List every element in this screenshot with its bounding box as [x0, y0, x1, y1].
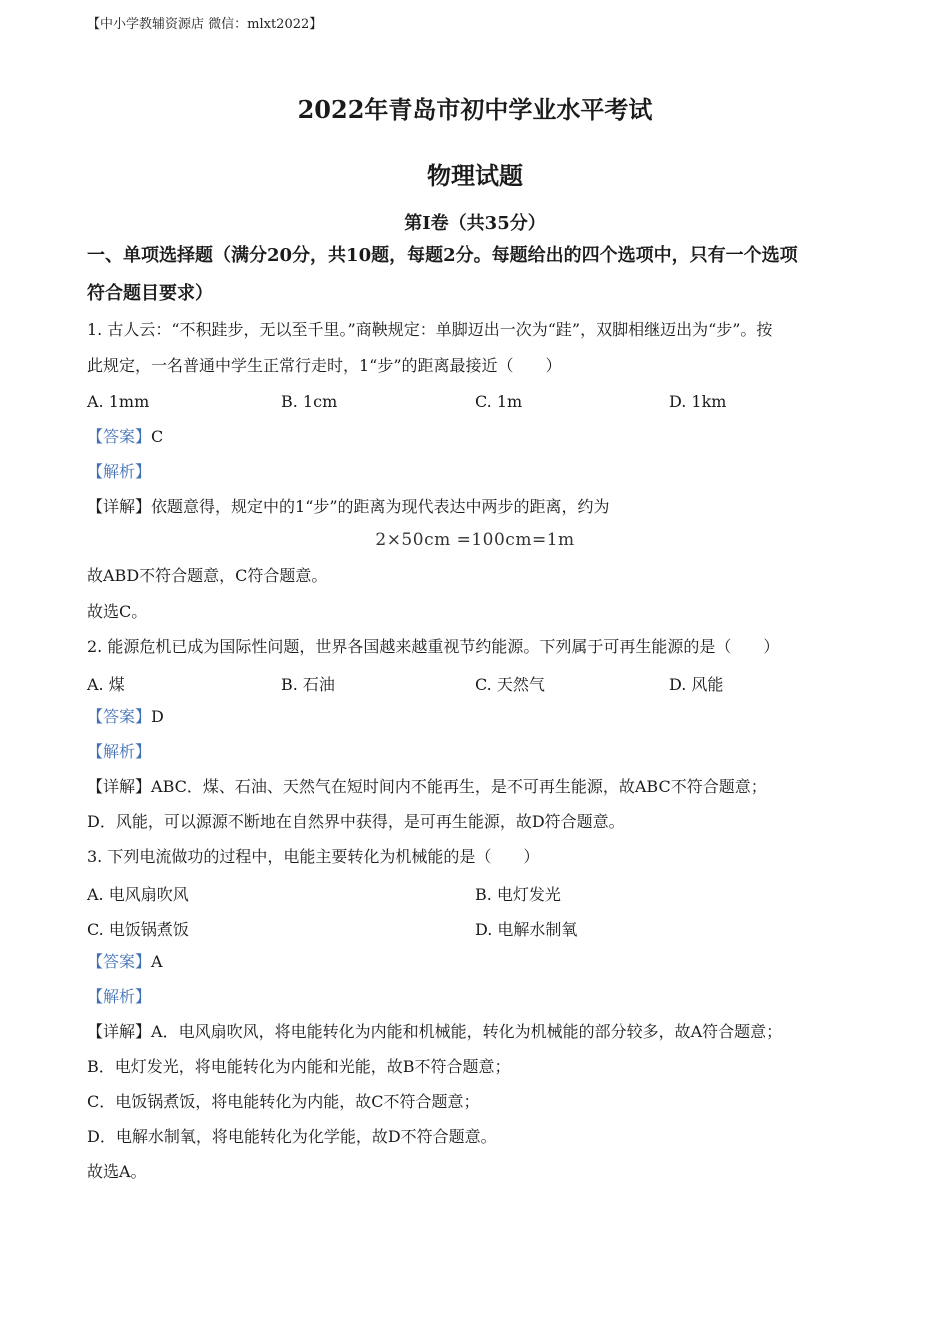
q1-conclusion: 故选C。 — [87, 602, 148, 621]
q3-stem: 3. 下列电流做功的过程中，电能主要转化为机械能的是（ ） — [87, 847, 540, 866]
q2-detail — [87, 777, 767, 797]
q3-detail — [87, 1022, 782, 1042]
q2-option-a: A. 煤 — [87, 675, 125, 694]
q1-option-b: B. 1cm — [281, 392, 338, 411]
paper-subtitle: 物理试题 — [427, 161, 523, 190]
q2-stem: 2. 能源危机已成为国际性问题，世界各国越来越重视节约能源。下列属于可再生能源的是（ ） — [87, 637, 780, 656]
detail-label: 【详解】 — [87, 777, 152, 796]
q1-answer-value: C — [151, 427, 164, 446]
q2-answer — [87, 707, 164, 727]
q3-analysis-label: 【解析】 — [87, 987, 152, 1006]
q1-detail — [87, 497, 610, 517]
detail-label: 【详解】 — [87, 497, 152, 516]
q1-detail-text: 依题意得，规定中的1“步”的距离为现代表达中两步的距离，约为 — [151, 497, 610, 516]
q3-detail-c: C．电饭锅煮饭，将电能转化为内能，故C不符合题意； — [87, 1092, 480, 1111]
q1-stem: 1. 古人云：“不积跬步，无以至千里。”商鞅规定：单脚迈出一次为“跬”，双脚相继迈出为“步”。按 — [87, 320, 773, 339]
q3-answer — [87, 952, 163, 972]
q1-note: 故ABD不符合题意，C符合题意。 — [87, 566, 328, 585]
q1-option-c: C. 1m — [475, 392, 523, 411]
q2-option-d: D. 风能 — [669, 675, 724, 694]
q3-answer-value: A — [151, 952, 163, 971]
q3-option-c: C. 电饭锅煮饭 — [87, 920, 189, 939]
exam-title: 2022年青岛市初中学业水平考试 — [297, 95, 653, 124]
q2-answer-value: D — [151, 707, 164, 726]
q1-formula: 2×50cm =100cm=1m — [375, 530, 575, 550]
q1-answer — [87, 427, 163, 447]
detail-label: 【详解】 — [87, 1022, 152, 1041]
answer-label: 【答案】 — [87, 707, 152, 726]
answer-label: 【答案】 — [87, 952, 152, 971]
volume-heading: 第Ⅰ卷（共35分） — [404, 213, 546, 234]
q1-analysis-label: 【解析】 — [87, 462, 152, 481]
q1-stem-cont: 此规定，一名普通中学生正常行走时，1“步”的距离最接近（ ） — [87, 356, 562, 375]
q3-detail-text: A．电风扇吹风，将电能转化为内能和机械能，转化为机械能的部分较多，故A符合题意； — [151, 1022, 783, 1041]
q3-option-b: B. 电灯发光 — [475, 885, 561, 904]
q1-option-a: A. 1mm — [87, 392, 150, 411]
q3-detail-b: B．电灯发光，将电能转化为内能和光能，故B不符合题意； — [87, 1057, 511, 1076]
q2-detail-text: ABC．煤、石油、天然气在短时间内不能再生，是不可再生能源，故ABC不符合题意； — [151, 777, 767, 796]
q3-option-a: A. 电风扇吹风 — [87, 885, 189, 904]
q2-detail-cont: D．风能，可以源源不断地在自然界中获得，是可再生能源，故D符合题意。 — [87, 812, 625, 831]
q2-analysis-label: 【解析】 — [87, 742, 152, 761]
section-heading-cont: 符合题目要求） — [87, 283, 213, 304]
q1-option-d: D. 1km — [669, 392, 727, 411]
q2-option-c: C. 天然气 — [475, 675, 545, 694]
q3-detail-d: D．电解水制氧，将电能转化为化学能，故D不符合题意。 — [87, 1127, 497, 1146]
q3-conclusion: 故选A。 — [87, 1162, 147, 1181]
answer-label: 【答案】 — [87, 427, 152, 446]
watermark: 【中小学教辅资源店 微信：mlxt2022】 — [87, 17, 323, 32]
section-heading: 一、单项选择题（满分20分，共10题，每题2分。每题给出的四个选项中，只有一个选项 — [87, 245, 798, 266]
q2-option-b: B. 石油 — [281, 675, 335, 694]
q3-option-d: D. 电解水制氧 — [475, 920, 578, 939]
